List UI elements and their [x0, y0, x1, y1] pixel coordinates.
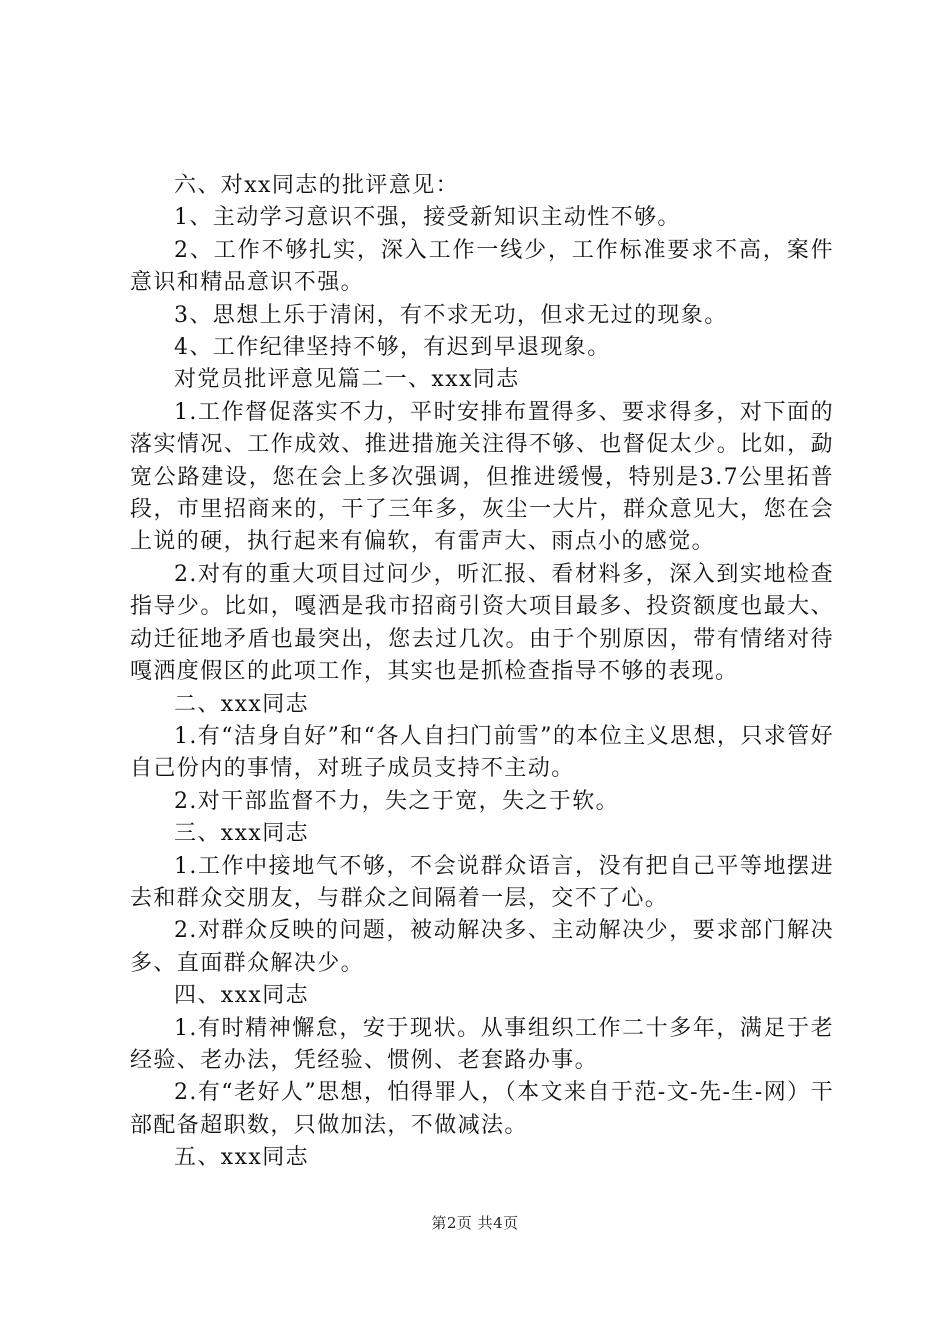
- paragraph: 四、xxx同志: [174, 983, 310, 1009]
- paragraph: 1.工作督促落实不力，平时安排布置得多、要求得多，对下面的落实情况、工作成效、推进措施关注得不够、也督促太少。比如，勐宽公路建设，您在会上多次强调，但推进缓慢，特别是3.7公里拓普段，市里招商来的，干了三年多，灰尘一大片，群众意见大，您在会上说的硬，执行起来有偏软，有雷声大、雨点小的感觉。: [130, 399, 834, 555]
- paragraph: 4、工作纪律坚持不够，有迟到早退现象。: [174, 335, 611, 361]
- paragraph: 三、xxx同志: [174, 821, 310, 847]
- paragraph: 对党员批评意见篇二一、xxx同志: [174, 367, 520, 393]
- paragraph: 1.有“洁身自好”和“各人自扫门前雪”的本位主义思想，只求管好自己份内的事情，对班子成员支持不主动。: [130, 723, 834, 782]
- paragraph: 2、工作不够扎实，深入工作一线少，工作标准要求不高，案件意识和精品意识不强。: [130, 237, 834, 296]
- paragraph: 1、主动学习意识不强，接受新知识主动性不够。: [174, 205, 681, 231]
- paragraph: 五、xxx同志: [174, 1145, 310, 1171]
- paragraph: 2.对群众反映的问题，被动解决多、主动解决少，要求部门解决多、直面群众解决少。: [130, 918, 834, 976]
- page-footer: 第2页 共4页: [431, 1214, 519, 1232]
- document-body: [130, 170, 834, 1175]
- paragraph: 2.有“老好人”思想，怕得罪人，（本文来自于范-文-先-生-网）干部配备超职数，只做加法，不做减法。: [130, 1080, 834, 1138]
- paragraph: 1.工作中接地气不够，不会说群众语言，没有把自己平等地摆进去和群众交朋友，与群众之间隔着一层，交不了心。: [130, 853, 834, 911]
- paragraph: 二、xxx同志: [174, 691, 310, 717]
- paragraph: 2.对有的重大项目过问少，听汇报、看材料多，深入到实地检查指导少。比如，嘎洒是我市招商引资大项目最多、投资额度也最大、动迁征地矛盾也最突出，您去过几次。由于个别原因，带有情绪对待嘎洒度假区的此项工作，其实也是抓检查指导不够的表现。: [130, 561, 834, 685]
- paragraph: 2.对干部监督不力，失之于宽，失之于软。: [174, 788, 619, 814]
- paragraph: 1.有时精神懈怠，安于现状。从事组织工作二十多年，满足于老经验、老办法，凭经验、惯例、老套路办事。: [130, 1015, 834, 1073]
- paragraph: 六、对xx同志的批评意见：: [174, 173, 460, 198]
- paragraph: 3、思想上乐于清闲，有不求无功，但求无过的现象。: [174, 302, 728, 328]
